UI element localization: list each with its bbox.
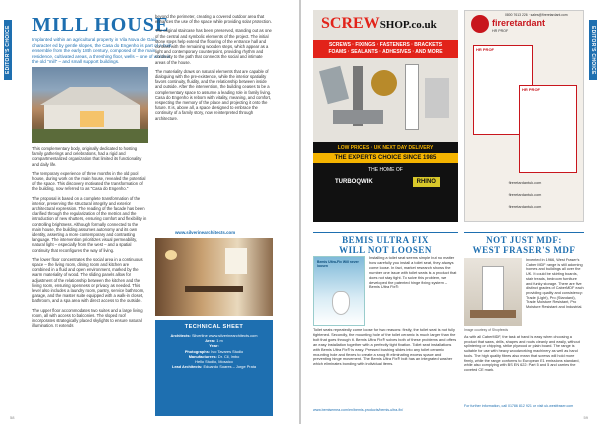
mdf-cabinet-photo [464, 258, 522, 326]
tech-row: Lead Architects: Eduardo Soares – Jorge Prata [172, 364, 256, 370]
article-title: MILL HOUSE [32, 14, 170, 36]
article-lede: Implanted within an agricultural property in Vila Nova de Gaia, character ed by gentle slopes, the Casa do Engenho is part of a built ensemble from the early 18th century, composed of the main residence, cultivated areas, a threshing floor, wells – one of which is the old "mill" – and small support buildings. [32, 37, 172, 65]
tech-row: Photographs: Ivo Tavares Studio [184, 348, 244, 354]
fire-url[interactable]: fireretardantuk.com [508, 181, 542, 185]
paragraph: The original staircase has been preserved, standing out as one of the central and symbolic elements of the project. The initial stone steps help extend the flooring of the entrance hall and contrast with the remaining wooden steps, which appear as a light and contemporary counterpoint, providing rhythm and continuity to the path that connects the social and intimate areas of the house. [155, 28, 272, 65]
fire-logo-icon [471, 15, 489, 33]
technical-sheet-heading: TECHNICAL SHEET [184, 324, 244, 330]
rhino-logo: RHINO [413, 177, 440, 187]
interior-photo [155, 238, 273, 316]
paragraph: beyond the perimeter, creating a covered outdoor area that enhances the use of the space while providing solar protection. [155, 14, 272, 25]
page-number-left: 58 [10, 415, 15, 420]
bemis-article [313, 232, 458, 417]
west-fraser-article [464, 232, 584, 417]
tech-row: Hello Studio, Mosaico [195, 359, 233, 365]
tech-row: Manufacturers: Dr. Cil, Imbo [188, 353, 240, 359]
screwshop-logo: SCREWSHOP.co.uk [321, 15, 437, 32]
fire-url[interactable]: fireretardantuk.com [508, 193, 542, 197]
tech-row: Area: 1 m [205, 338, 223, 344]
bemis-title-line1: BEMIS ULTRA FIX [342, 235, 429, 245]
architect-website-link[interactable]: www.silverinearchitects.com [175, 230, 236, 235]
bemis-text-a: Installing a toilet seat seems simple but no matter how carefully you install a toilet seat, they always come loose. In fact, market research shows the number one issue with toilet seats is a product that does not stay tight. To solve this problem, we developed the patented hinge fixing system – Bemis Ultra Fix®. [369, 255, 457, 290]
section-tab: EDITOR'S CHOICE [4, 20, 12, 80]
fire-product-boxes: HR PROF HR PROF [473, 45, 577, 175]
fire-contact: 0800 7613 226 · sales@fireretardant.com [505, 13, 568, 17]
paragraph: The lower floor concentrates the social area in a continuous space – the living room, dining room and kitchen are combined in a fluid and open environment, marked by the warm materiality of wood. The sliding panels allow for adjustment of the relationship between the kitchen and the living room, ensuring openness or privacy as needed. This level also includes a laundry room, pantry, service bathroom, garage, and the master suite equipped with a walk-in closet, bathroom, and a spa area with direct access to the outside. [32, 256, 145, 304]
screwshop-ad[interactable] [313, 10, 458, 222]
low-prices-banner: LOW PRICES · UK NEXT DAY DELIVERY [313, 142, 458, 151]
house-exterior-photo [32, 67, 148, 143]
product-photo [313, 58, 458, 142]
bemis-title-line2: WILL NOT LOOSEN [339, 245, 432, 255]
fraser-text-a: Invented in 1966, West Fraser's Caber MDF range is still adorning homes and buildings all over the UK. It could be skirting boards, stair treads, bedroom furniture and funky storage. There are five distinct grades of CaberMDF each providing quality and consistency: Trade (Light), Pro (Standard), Trade Moisture Resistant, Pro Moisture Resistant and Industrial. [526, 258, 584, 310]
right-page [301, 0, 600, 424]
experts-choice-banner: THE EXPERTS CHOICE SINCE 1985 [313, 153, 458, 163]
body-column-1 [32, 146, 148, 414]
paragraph: The upper floor accommodates two suites and a large living room, all with access to balconies. The sloped roof incorporates strategically placed skylights to ensure natural illumination. It extends [32, 307, 143, 329]
photo-caption: Bemis Ultra-Fix Will never loosen [317, 260, 359, 268]
paragraph: The materiality draws on natural elements that are capable of dialoguing with the pre-existence, while the interior spatiality favors continuity, fluidity, and the relationship between inside and outside. After the intervention, the building ceases to be a complementary space to assume a leading role in family living. Casa do Engenho is reborn with vitality, meaning, and comfort, respecting the memory of the place and projecting it onto the future. It is, above all, a space designed to embrace the continuity of a family story, now reinterpreted through architecture. [155, 68, 272, 121]
turboqwik-logo: TURBOQWIK [334, 179, 373, 185]
section-tab: EDITOR'S CHOICE [589, 20, 597, 80]
bemis-text-b: Toilet seats repeatedly come loose for two reasons: firstly, the toilet seat is not fully tightened. Secondly, the mounting hole of the toilet ceramic is much larger than the bolt that goes through it. Bemis Ultra Fix® solves both of these problems and offers an easy installation together with a perfectly tight fixation. Toilet seat installations with Bemis Ultra Fix® is easy. Pressed bushing slides into any toilet ceramic mounting hole and flexes to create a snug fit eliminating excess space and preventing hinge movement. The Bemis Ultra Fix® bolt has an integrated washer which eliminates bonding with individual items. [313, 327, 457, 367]
photo-caption: Image courtesy of Shopfeeds [464, 328, 509, 332]
page-number-right: 59 [583, 415, 588, 420]
fire-sub-label: HR PROF [492, 29, 509, 33]
fire-url[interactable]: fireretardantuk.com [508, 205, 542, 209]
fraser-text-b: As with all CaberMDF, the task at hand is easy when choosing a product that saws, drills, shapes and routs cleanly and easily, without splintering or chipping, strike plywood or plain board. The range is suitable for use with heavy woodworking machinery as well as hand tools. The high quality fibres also mean that screws will hold more firmly, while the range conforms to European E1 emissions standard, while also complying with BS EN 622: Part 5 and 5 and carries the coveted CE mark. [464, 335, 580, 372]
fire-brand-name: fireretardant [492, 18, 546, 28]
fraser-title-line2: WEST FRASER'S MDF [472, 245, 576, 255]
home-of-label: THE HOME OF [368, 167, 403, 173]
tech-row: Year: [209, 343, 219, 349]
paragraph: The temporary experience of three months in the old pool house, during work on the main house, revealed the potential of the space. This discovery motivated the transformation of the building, now referred to as "Casa do Engenho." [32, 170, 146, 192]
toilet-seat-photo [313, 256, 365, 326]
brand-logos [313, 177, 458, 187]
fraser-title-line1: NOT JUST MDF: [486, 235, 562, 245]
screwshop-tags: SCREWS · FIXINGS · FASTENERS · BRACKETS FOAMS · SEALANTS · ADHESIVES · AND MORE [313, 40, 458, 58]
body-column-2 [155, 14, 273, 209]
fireretardant-ad[interactable] [464, 10, 584, 222]
tech-row: Architects: Silverline www.silverinearchitects.com [170, 333, 258, 338]
technical-sheet [155, 320, 273, 416]
paragraph: The proposal is based on a complete transformation of the interior, preserving the structural integrity and exterior architectural expression. The reading of the facade has been clarified through the regularization of the metrics and the introduction of new shutters, ensuring comfort and flexibility in controlling brightness. Although formally connected to the main house, the building assumes autonomy and its own identity, asserting a more contemporary and contrasting language. The intervention prioritizes visual permeability, natural light – especially from the west – and a spatial continuity that reconfigures the way of living. [32, 195, 147, 253]
fraser-link[interactable]: For further information, call 01786 812 921 or visit uk.westfraser.com [464, 404, 574, 408]
paragraph: This complementary body, originally dedicated to hosting family gatherings and celebrations, had a rigid and compartmentalized organization that limited its functionality and daily life. [32, 146, 142, 167]
bemis-link[interactable]: www.bemisemea.com/en/bemis-products/bemis-ultra-fix/ [313, 408, 404, 412]
left-page [0, 0, 299, 424]
